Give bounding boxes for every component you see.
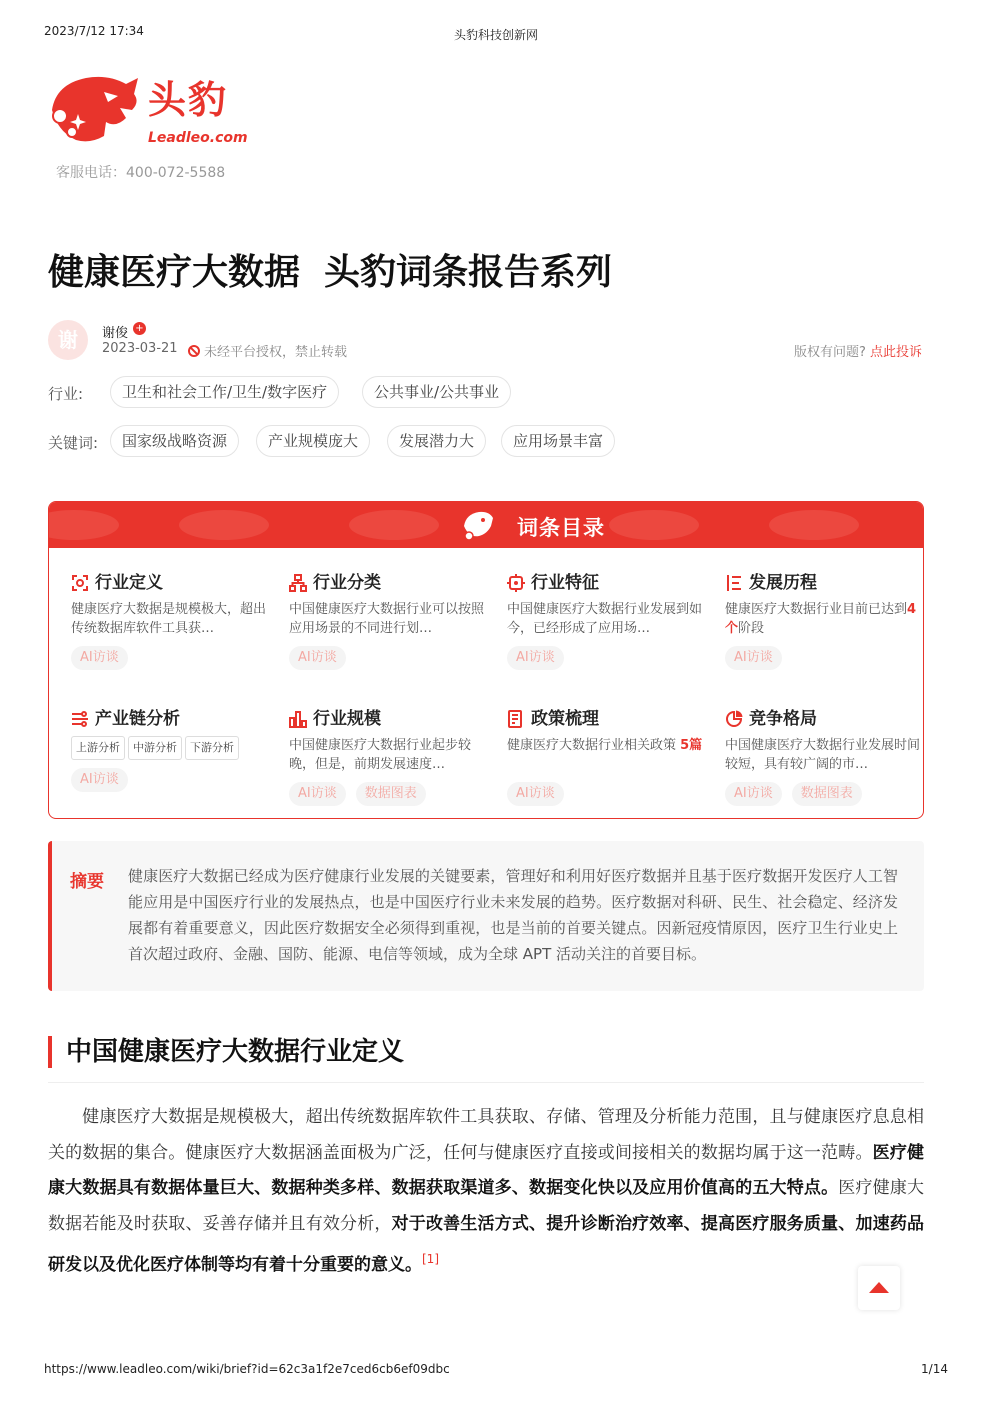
toc-item-title: 行业规模 — [313, 709, 381, 729]
toc-item-desc-text: 健康医疗大数据行业目前已达到 — [725, 602, 908, 617]
publish-date: 2023-03-21 — [102, 341, 178, 356]
toc-header-decoration — [609, 510, 699, 540]
toc-header-decoration — [48, 510, 119, 540]
verified-badge-icon: + — [133, 322, 146, 335]
toc-item-desc: 中国健康医疗大数据行业发展到如今，已经形成了应用场… — [507, 602, 703, 636]
logo-brand-text: 头豹 — [148, 78, 229, 122]
ai-interview-button[interactable]: AI访谈 — [725, 646, 782, 670]
leadleo-logo[interactable] — [46, 70, 246, 150]
ai-interview-button[interactable]: AI访谈 — [507, 782, 564, 806]
paragraph-text: 健康医疗大数据是规模极大，超出传统数据库软件工具获取、存储、管理及分析能力范围，且与健康医疗息息相关的数据的集合。健康医疗大数据涵盖面极为广泛，任何与健康医疗直接或间接相关的数据均属于这一范畴。 — [48, 1107, 924, 1163]
section-title: 中国健康医疗大数据行业定义 — [48, 1036, 404, 1068]
leopard-logo-icon — [46, 70, 142, 150]
logo-domain-text: Leadleo.com — [148, 130, 248, 146]
reference-link[interactable]: [1] — [422, 1252, 439, 1266]
industry-tag[interactable]: 公共事业/公共事业 — [362, 376, 511, 408]
toc-item-classification[interactable] — [289, 572, 489, 672]
policy-count: 5篇 — [680, 738, 703, 753]
toc-item-industry-chain[interactable] — [71, 708, 271, 794]
keywords-label: 关键词: — [48, 434, 99, 452]
ai-interview-button[interactable]: AI访谈 — [71, 646, 128, 670]
toc-item-definition[interactable] — [71, 572, 271, 672]
summary-box — [48, 841, 924, 991]
scale-icon — [289, 710, 307, 728]
toc-item-title: 竞争格局 — [749, 709, 817, 729]
ai-interview-button[interactable]: AI访谈 — [289, 782, 346, 806]
definition-paragraph — [48, 1100, 924, 1284]
print-header — [44, 24, 948, 42]
toc-item-desc: 中国健康医疗大数据行业可以按照应用场景的不同进行划… — [289, 602, 485, 636]
keyword-tag[interactable]: 应用场景丰富 — [501, 425, 615, 457]
copyright-notice — [794, 341, 922, 360]
policy-icon — [507, 710, 525, 728]
avatar[interactable]: 谢 — [48, 320, 88, 360]
paragraph-emphasis: 医疗健康大数据具有数据体量巨大、数据种类多样、数据获取渠道多、数据变化快以及应用价值高的五大特点。 — [48, 1142, 925, 1198]
toc-header-decoration — [769, 510, 859, 540]
author-name[interactable]: 谢俊 — [102, 326, 129, 341]
data-chart-button[interactable]: 数据图表 — [356, 782, 426, 806]
toc-panel — [48, 501, 924, 819]
copyright-question: 版权有问题? — [793, 345, 866, 360]
print-footer — [44, 1362, 948, 1380]
toc-title: 词条目录 — [517, 516, 605, 540]
toc-item-features[interactable] — [507, 572, 707, 672]
history-icon — [725, 574, 743, 592]
page-url: https://www.leadleo.com/wiki/brief?id=62c3a1f2e7ced6cb6ef09dbc — [44, 1362, 450, 1376]
page-number: 1/14 — [921, 1362, 948, 1376]
keyword-tag[interactable]: 发展潜力大 — [387, 425, 486, 457]
toc-item-title: 行业特征 — [531, 573, 599, 593]
competition-icon — [725, 710, 743, 728]
ban-icon — [188, 345, 200, 357]
complain-link[interactable]: 点此投诉 — [869, 345, 922, 360]
paragraph-text: 医疗健康大数据若能及时获取、妥善存储并且有效分析， — [48, 1178, 925, 1234]
section-divider — [48, 1082, 924, 1083]
keyword-tag[interactable]: 产业规模庞大 — [256, 425, 370, 457]
toc-item-title: 行业分类 — [313, 573, 381, 593]
print-site-title: 头豹科技创新网 — [453, 28, 538, 42]
feature-icon — [507, 574, 525, 592]
ai-interview-button[interactable]: AI访谈 — [71, 768, 128, 792]
toc-item-policy[interactable] — [507, 708, 707, 808]
toc-item-history[interactable] — [725, 572, 924, 672]
classification-icon — [289, 574, 307, 592]
summary-label: 摘要 — [70, 872, 104, 892]
industry-tag[interactable]: 卫生和社会工作/卫生/数字医疗 — [110, 376, 339, 408]
toc-item-title: 产业链分析 — [95, 709, 180, 729]
ai-interview-button[interactable]: AI访谈 — [289, 646, 346, 670]
toc-item-desc — [507, 736, 707, 774]
toc-item-scale[interactable] — [289, 708, 489, 808]
toc-header — [49, 502, 923, 548]
keyword-tag[interactable]: 国家级战略资源 — [110, 425, 239, 457]
midstream-analysis-tag[interactable]: 中游分析 — [128, 736, 182, 760]
toc-item-competition[interactable] — [725, 708, 924, 808]
chain-icon — [71, 710, 89, 728]
data-chart-button[interactable]: 数据图表 — [792, 782, 862, 806]
paragraph-emphasis: 对于改善生活方式、提升诊断治疗效率、提高医疗服务质量、加速药品研发以及优化医疗体制等均有着十分重要的意义。 — [48, 1213, 925, 1275]
toc-header-decoration — [179, 510, 269, 540]
stage-count: 4个 — [725, 602, 917, 636]
ai-interview-button[interactable]: AI访谈 — [507, 646, 564, 670]
page-title — [48, 244, 612, 295]
toc-item-desc-suffix: 阶段 — [738, 621, 765, 636]
back-to-top-button[interactable] — [858, 1266, 900, 1310]
title-main: 健康医疗大数据 — [48, 252, 301, 293]
toc-item-desc: 健康医疗大数据是规模极大，超出传统数据库软件工具获… — [71, 602, 267, 636]
title-series: 头豹词条报告系列 — [324, 252, 613, 293]
ai-interview-button[interactable]: AI访谈 — [725, 782, 782, 806]
toc-item-desc — [725, 600, 924, 638]
summary-text: 健康医疗大数据已经成为医疗健康行业发展的关键要素，管理好和利用好医疗数据并且基于医疗数据开发医疗人工智能应用是中国医疗行业的发展热点，也是中国医疗行业未来发展的趋势。医疗数据对科研、民生、社会稳定、经济发展都有着重要意义，因此医疗数据安全必须得到重视，也是当前的首要关键点。因新冠疫情原因，医疗卫生行业史上首次超过政府、金融、国防、能源、电信等领域，成为全球 APT 活动关注的首要目标。 — [128, 867, 898, 963]
toc-item-desc: 中国健康医疗大数据行业起步较晚，但是，前期发展速度… — [289, 738, 472, 772]
repost-notice-text: 未经平台授权，禁止转载 — [204, 345, 348, 360]
toc-item-title: 政策梳理 — [531, 709, 599, 729]
upstream-analysis-tag[interactable]: 上游分析 — [71, 736, 125, 760]
toc-item-title: 发展历程 — [749, 573, 817, 593]
repost-notice — [188, 341, 347, 360]
service-hotline: 客服电话：400-072-5588 — [56, 165, 226, 181]
print-datetime: 2023/7/12 17:34 — [44, 24, 144, 38]
toc-item-desc-text: 健康医疗大数据行业相关政策 — [507, 738, 681, 753]
toc-header-decoration — [349, 510, 439, 540]
toc-item-title: 行业定义 — [95, 573, 163, 593]
toc-item-desc: 中国健康医疗大数据行业发展时间较短，具有较广阔的市… — [725, 738, 921, 772]
industry-label: 行业: — [48, 385, 84, 403]
definition-icon — [71, 574, 89, 592]
leopard-mascot-icon — [461, 508, 495, 542]
downstream-analysis-tag[interactable]: 下游分析 — [185, 736, 239, 760]
